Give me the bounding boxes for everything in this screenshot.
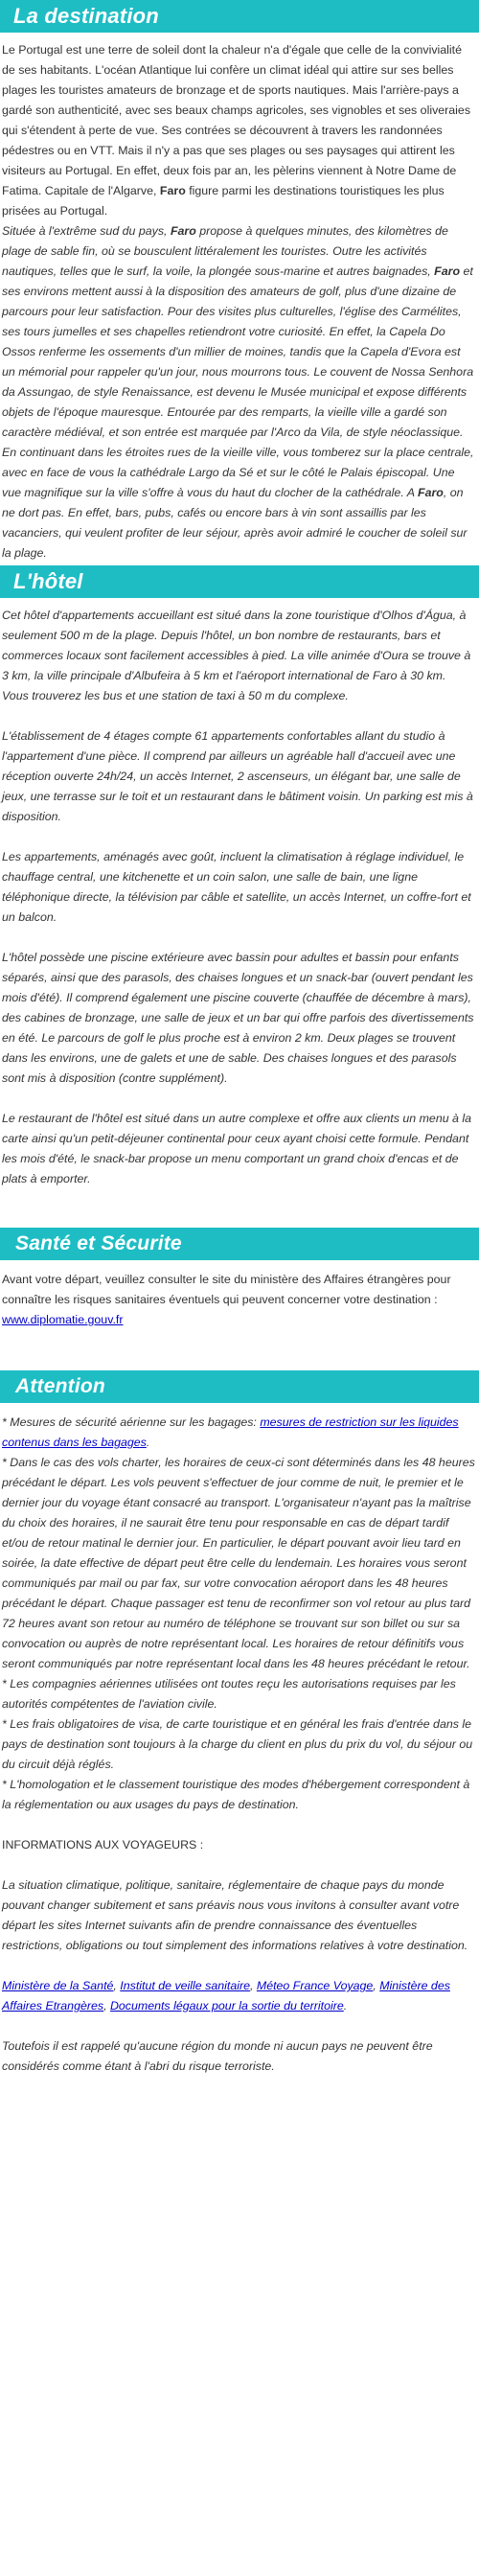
bullet-airlines: * Les compagnies aériennes utilisées ont toutes reçu les autorisations requises par les autorités compétentes de l'aviation civile. bbox=[2, 1677, 456, 1711]
link-separator: , bbox=[249, 1979, 257, 1992]
link-separator: , bbox=[113, 1979, 121, 1992]
destination-text: et ses environs mettent aussi à la disposition des amateurs de golf, plus d'une dizaine de parcours pour leur satisfaction. Pour des visites plus culturelles, l'église des Carmélites, ses tours jumelles et ses chapelles retiendront votre curiosité. En effet, la Capela Do Ossos renferme les ossements d'un millier de moines, tandis que la Capela d'Evora est un mémorial pour rappeler qu'un jour, nous mourrons tous. Le couvent de Nossa Senhora da Assungao, de style Renaissance, est devenu le Musée municipal et expose différents objets de l'époque mauresque. Entourée par des remparts, la vieille ville a gardé son caractère médiéval, et son entrée est marquée par l'Arco da Vila, de style néoclassique. En continuant dans les étroites rues de la vieille ville, vous tomberez sur la place centrale, avec en face de vous la cathédrale Largo da Sé et sur le côté le Palais épiscopal. Une vue magnifique sur la ville s'offre à vous du haut du clocher de la cathédrale. A bbox=[2, 264, 474, 499]
hotel-paragraph-2: L'établissement de 4 étages compte 61 appartements confortables allant du studio à l'appartement d'une pièce. Il comprend par ailleurs un agréable hall d'accueil avec une réception ouverte 24h/24, un accès Internet, 2 ascenseurs, un élégant bar, une salle de jeux, une terrasse sur le toit et un restaurant dans le bâtiment voisin. Un parking est mis à disposition. bbox=[2, 729, 473, 823]
destination-heading: La destination bbox=[0, 0, 479, 33]
link-documents-legaux[interactable]: Documents légaux pour la sortie du territoire bbox=[109, 1999, 344, 2012]
hotel-paragraph-1: Cet hôtel d'appartements accueillant est situé dans la zone touristique d'Olhos d'Água, à seulement 500 m de la plage. Depuis l'hôtel, un bon nombre de restaurants, bars et commerces locaux sont facilement accessibles à pied. La ville animée d'Oura se trouve à 3 km, la ville principale d'Albufeira à 5 km et l'aéroport international de Faro à 30 km. Vous trouverez les bus et une station de taxi à 50 m du complexe. bbox=[2, 609, 471, 702]
attention-heading: Attention bbox=[0, 1370, 479, 1403]
link-veille-sanitaire[interactable]: Institut de veille sanitaire bbox=[120, 1979, 250, 1992]
diplomatie-link[interactable]: www.diplomatie.gouv.fr bbox=[2, 1313, 124, 1326]
info-links bbox=[2, 1976, 475, 2016]
hotel-heading: L'hôtel bbox=[0, 565, 479, 598]
faro-bold: Faro bbox=[170, 224, 196, 238]
bullet-homologation: * L'homologation et le classement touristique des modes d'hébergement correspondent à la réglementation ou aux usages du pays de destination. bbox=[2, 1778, 470, 1811]
destination-text: Située à l'extrême sud du pays, bbox=[2, 224, 171, 238]
destination-text: , on ne dort pas. En effet, bars, pubs, cafés ou encore bars à vin sont assaillis par les vacanciers, qui veulent profiter de leur séjour, après avoir admiré le coucher de soleil sur la plage. bbox=[2, 486, 468, 560]
faro-bold: Faro bbox=[159, 184, 186, 197]
health-heading: Santé et Sécurite bbox=[0, 1228, 479, 1260]
link-meteo-france[interactable]: Méteo France Voyage bbox=[256, 1979, 374, 1992]
attention-section bbox=[0, 1403, 479, 2077]
terrorism-notice: Toutefois il est rappelé qu'aucune région du monde ni aucun pays ne peuvent être considérés comme étant à l'abri du risque terroriste. bbox=[2, 2039, 433, 2073]
bullet-text: * Mesures de sécurité aérienne sur les bagages: bbox=[2, 1415, 261, 1429]
bullet-charter: * Dans le cas des vols charter, les horaires de ceux-ci sont déterminés dans les 48 heures précédant le départ. Les vols peuvent s'effectuer de jour comme de nuit, le premier et le dernier jour du voyage étant consacré au transport. L'organisateur n'ayant pas la maîtrise du choix des horaires, il ne saurait être tenu pour responsable en cas de départ tardif et/ou de retour matinal le dernier jour. En particulier, le départ pouvant avoir lieu tard en soirée, la date effective de départ peut être celle du lendemain. Les horaires vous seront communiqués par mail ou par fax, sur votre convocation aéroport dans les 48 heures précédant le départ. Chaque passager est tenu de reconfirmer son vol retour au plus tard 72 heures avant son retour au numéro de téléphone se trouvant sur son billet ou sur sa convocation ou auprès de notre représentant local. Les horaires de retour définitifs vous seront communiqués par notre représentant local dans les 48 heures précédant le retour. bbox=[2, 1456, 475, 1670]
link-sante[interactable]: Ministère de la Santé bbox=[2, 1979, 114, 1992]
hotel-paragraph-3: Les appartements, aménagés avec goût, incluent la climatisation à réglage individuel, le chauffage central, une kitchenette et un coin salon, une salle de bain, une ligne téléphonique directe, la télévision par câble et satellite, un accès Internet, un coffre-fort et un balcon. bbox=[2, 850, 471, 924]
destination-text: Le Portugal est une terre de soleil dont la chaleur n'a d'égale que celle de la convivialité de ses habitants. L'océan Atlantique lui confère un climat idéal qui attire sur ses belles plages les touristes amateurs de bronzage et de sports nautiques. Mais l'arrière-pays a gardé son authenticité, avec ses beaux champs agricoles, ses vignobles et ses oliveraies qui s'étendent à perte de vue. Ses contrées se découvrent à travers les randonnées pédestres ou en VTT. Mais il n'y a pas que ses plages ou ses paysages qui attirent les visiteurs au Portugal. En effet, deux fois par an, les pèlerins viennent à Notre Dame de Fatima. Capitale de l'Algarve, bbox=[2, 43, 471, 197]
bullet-security bbox=[2, 1413, 475, 1453]
link-affaires-etrangeres[interactable]: Ministère des Affaires Etrangères bbox=[2, 1979, 450, 2012]
destination-text: propose à quelques minutes, des kilomètres de plage de sable fin, où se bousculent littéralement les touristes. Outre les activités nautiques, telles que le surf, la voile, la plongée sous-marine et autres baignades, bbox=[2, 224, 448, 278]
health-text: Avant votre départ, veuillez consulter le site du ministère des Affaires étrangères pour connaître les risques sanitaires éventuels qui peuvent concerner votre destination : bbox=[2, 1273, 451, 1306]
hotel-section bbox=[0, 598, 479, 1189]
faro-bold: Faro bbox=[434, 264, 461, 278]
link-separator: . bbox=[343, 1999, 348, 2012]
bullet-text: . bbox=[146, 1436, 150, 1449]
destination-paragraph-1 bbox=[2, 40, 475, 221]
liquids-restriction-link[interactable]: mesures de restriction sur les liquides contenus dans les bagages bbox=[2, 1415, 459, 1449]
health-paragraph bbox=[2, 1270, 475, 1330]
health-section bbox=[0, 1260, 479, 1330]
info-heading: INFORMATIONS AUX VOYAGEURS : bbox=[2, 1838, 204, 1852]
link-separator: , bbox=[373, 1979, 380, 1992]
faro-bold: Faro bbox=[418, 486, 444, 499]
info-paragraph: La situation climatique, politique, sanitaire, réglementaire de chaque pays du monde pouvant changer subitement et sans préavis nous vous invitons à consulter avant votre départ les sites Internet suivants afin de prendre connaissance des éventuelles restrictions, obligations ou tout simplement des informations relatives à votre destination. bbox=[2, 1878, 468, 1952]
destination-text: figure parmi les destinations touristiques les plus prisées au Portugal. bbox=[2, 184, 445, 218]
hotel-paragraph-4: L'hôtel possède une piscine extérieure avec bassin pour adultes et bassin pour enfants séparés, ainsi que des parasols, des chaises longues et un snack-bar (ouvert pendant les mois d'été). Il comprend également une piscine couverte (chauffée de décembre à mars), des cabines de bronzage, une salle de jeux et un bar qui offre parfois des divertissements en été. Le parcours de golf le plus proche est à environ 2 km. Deux plages se trouvent dans les environs, une de galets et une de sable. Des chaises longues et des parasols sont mis à disposition (contre supplément). bbox=[2, 951, 474, 1085]
hotel-paragraph-5: Le restaurant de l'hôtel est situé dans un autre complexe et offre aux clients un menu à la carte ainsi qu'un petit-déjeuner continental pour ceux ayant choisi cette formule. Pendant les mois d'été, le snack-bar propose un menu comportant un grand choix d'encas et de plats à emporter. bbox=[2, 1112, 472, 1185]
link-separator: , bbox=[103, 1999, 110, 2012]
destination-paragraph-2 bbox=[2, 221, 475, 564]
bullet-fees: * Les frais obligatoires de visa, de carte touristique et en général les frais d'entrée dans le pays de destination sont toujours à la charge du client en plus du prix du vol, du séjour ou du circuit déjà réglés. bbox=[2, 1717, 473, 1771]
destination-section bbox=[0, 33, 479, 564]
